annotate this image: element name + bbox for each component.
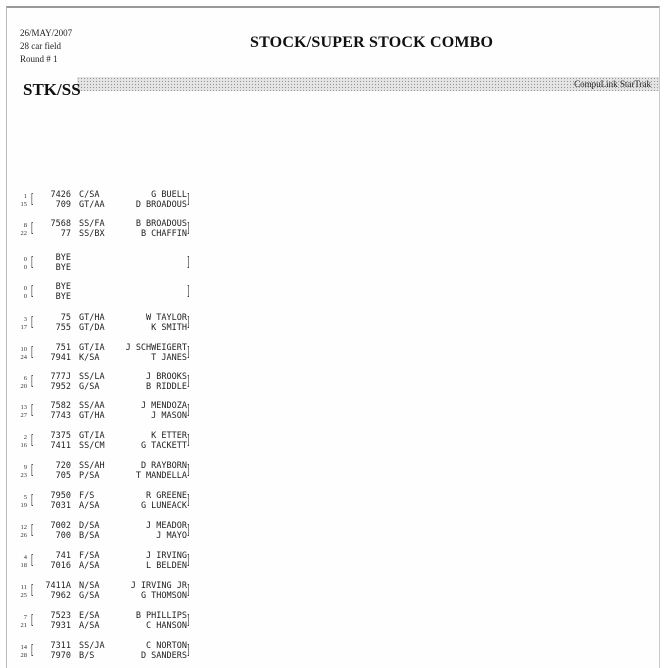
ladder-pair xyxy=(7,459,207,485)
page-title: STOCK/SUPER STOCK COMBO xyxy=(250,34,494,51)
class-bottom: P/SA xyxy=(79,471,100,481)
driver-bottom: C HANSON xyxy=(146,621,187,631)
driver-top: R GREENE xyxy=(146,491,187,501)
lane-seed-bottom: 28 xyxy=(20,652,27,659)
driver-top: C NORTON xyxy=(146,641,187,651)
driver-top: J BROOKS xyxy=(146,372,187,382)
lane-seed-bottom: 23 xyxy=(20,472,27,479)
driver-bottom: J MAYO xyxy=(156,531,187,541)
driver-top: G BUELL xyxy=(151,190,187,200)
driver-bottom: G TACKETT xyxy=(140,441,187,451)
right-bracket: ] xyxy=(187,583,190,598)
car-number-top: 720 xyxy=(55,461,71,471)
left-bracket: [ xyxy=(31,553,34,568)
driver-top: K ETTER xyxy=(151,431,187,441)
class-top: GT/IA xyxy=(79,431,105,441)
driver-top: J IRVING JR xyxy=(130,581,187,591)
ladder-pair xyxy=(7,217,207,243)
car-number-bottom: 7941 xyxy=(50,353,71,363)
left-bracket: [ xyxy=(31,284,34,299)
driver-bottom: B CHAFFIN xyxy=(140,229,187,239)
left-bracket: [ xyxy=(31,493,34,508)
class-bottom: A/SA xyxy=(79,501,100,511)
driver-top: B BROADOUS xyxy=(135,219,187,229)
ladder-pair xyxy=(7,341,207,367)
class-top: E/SA xyxy=(79,611,100,621)
right-bracket: ] xyxy=(187,221,190,236)
lane-seed-top: 7 xyxy=(23,614,27,621)
right-bracket: ] xyxy=(187,643,190,658)
car-number-top: BYE xyxy=(55,253,71,263)
class-top: SS/FA xyxy=(79,219,105,229)
ladder-pair xyxy=(7,311,207,337)
field-size: 28 car field xyxy=(20,41,61,51)
left-bracket: [ xyxy=(31,374,34,389)
class-top: F/S xyxy=(79,491,95,501)
car-number-top: 7523 xyxy=(50,611,71,621)
left-bracket: [ xyxy=(31,583,34,598)
class-bottom: A/SA xyxy=(79,561,100,571)
lane-seed-top: 14 xyxy=(20,644,27,651)
car-number-bottom: 7411 xyxy=(50,441,71,451)
lane-seed-top: 6 xyxy=(23,375,27,382)
driver-top: J IRVING xyxy=(146,551,187,561)
car-number-top: 7426 xyxy=(50,190,71,200)
right-bracket: ] xyxy=(187,403,190,418)
car-number-top: 7582 xyxy=(50,401,71,411)
class-bottom: GT/HA xyxy=(79,411,105,421)
driver-bottom: G LUNEACK xyxy=(140,501,187,511)
class-top: GT/HA xyxy=(79,313,105,323)
class-top: GT/IA xyxy=(79,343,105,353)
lane-seed-top: 13 xyxy=(20,404,27,411)
car-number-top: 741 xyxy=(55,551,71,561)
lane-seed-top: 0 xyxy=(23,285,27,292)
driver-top: D RAYBORN xyxy=(140,461,187,471)
car-number-top: 7411A xyxy=(45,581,71,591)
lane-seed-bottom: 15 xyxy=(20,201,27,208)
driver-top: W TAYLOR xyxy=(146,313,187,323)
car-number-top: 7950 xyxy=(50,491,71,501)
car-number-top: 7311 xyxy=(50,641,71,651)
ladder-pair xyxy=(7,251,207,277)
lane-seed-bottom: 24 xyxy=(20,354,27,361)
lane-seed-top: 12 xyxy=(20,524,27,531)
system-label: CompuLink StarTrak xyxy=(574,79,651,89)
left-bracket: [ xyxy=(31,403,34,418)
ladder-pair xyxy=(7,370,207,396)
car-number-bottom: BYE xyxy=(55,292,71,302)
lane-seed-top: 5 xyxy=(23,494,27,501)
driver-top: J MENDOZA xyxy=(140,401,187,411)
driver-top: J MEADOR xyxy=(146,521,187,531)
left-bracket: [ xyxy=(31,433,34,448)
ladder-pair xyxy=(7,549,207,575)
car-number-top: BYE xyxy=(55,282,71,292)
event-date: 26/MAY/2007 xyxy=(20,28,73,38)
lane-seed-top: 9 xyxy=(23,464,27,471)
class-top: C/SA xyxy=(79,190,100,200)
driver-bottom: K SMITH xyxy=(151,323,187,333)
class-bottom: A/SA xyxy=(79,621,100,631)
lane-seed-bottom: 22 xyxy=(20,230,27,237)
right-bracket: ] xyxy=(187,613,190,628)
class-top: F/SA xyxy=(79,551,100,561)
lane-seed-bottom: 25 xyxy=(20,592,27,599)
right-bracket: ] xyxy=(187,255,190,270)
car-number-top: 7375 xyxy=(50,431,71,441)
car-number-bottom: 7743 xyxy=(50,411,71,421)
lane-seed-bottom: 20 xyxy=(20,383,27,390)
ladder-pair xyxy=(7,519,207,545)
left-bracket: [ xyxy=(31,643,34,658)
car-number-bottom: 7962 xyxy=(50,591,71,601)
driver-top: B PHILLIPS xyxy=(135,611,187,621)
left-bracket: [ xyxy=(31,192,34,207)
lane-seed-top: 4 xyxy=(23,554,27,561)
driver-bottom: T MANDELLA xyxy=(135,471,187,481)
car-number-bottom: 755 xyxy=(55,323,71,333)
right-bracket: ] xyxy=(187,433,190,448)
car-number-top: 751 xyxy=(55,343,71,353)
ladder-pair xyxy=(7,399,207,425)
car-number-bottom: 700 xyxy=(55,531,71,541)
lane-seed-bottom: 17 xyxy=(20,324,27,331)
right-bracket: ] xyxy=(187,523,190,538)
class-bottom: B/S xyxy=(79,651,95,661)
car-number-bottom: 7970 xyxy=(50,651,71,661)
car-number-bottom: 705 xyxy=(55,471,71,481)
lane-seed-bottom: 26 xyxy=(20,532,27,539)
ladder-pair xyxy=(7,280,207,306)
class-top: SS/AH xyxy=(79,461,105,471)
lane-seed-bottom: 21 xyxy=(20,622,27,629)
lane-seed-top: 11 xyxy=(20,584,27,591)
left-bracket: [ xyxy=(31,221,34,236)
class-bottom: GT/AA xyxy=(79,200,105,210)
driver-bottom: G THOMSON xyxy=(140,591,187,601)
car-number-bottom: 7031 xyxy=(50,501,71,511)
lane-seed-top: 8 xyxy=(23,222,27,229)
class-bottom: GT/DA xyxy=(79,323,105,333)
driver-top: J SCHWEIGERT xyxy=(125,343,187,353)
driver-bottom: D SANDERS xyxy=(140,651,187,661)
class-band xyxy=(77,77,659,91)
lane-seed-bottom: 27 xyxy=(20,412,27,419)
left-bracket: [ xyxy=(31,315,34,330)
ladder-pair xyxy=(7,609,207,635)
lane-seed-top: 10 xyxy=(20,346,27,353)
class-bottom: B/SA xyxy=(79,531,100,541)
car-number-top: 7568 xyxy=(50,219,71,229)
class-bottom: G/SA xyxy=(79,382,100,392)
car-number-bottom: 7016 xyxy=(50,561,71,571)
driver-bottom: J MASON xyxy=(151,411,187,421)
class-top: SS/JA xyxy=(79,641,105,651)
car-number-top: 777J xyxy=(50,372,71,382)
ladder-pair xyxy=(7,579,207,605)
car-number-bottom: BYE xyxy=(55,263,71,273)
lane-seed-bottom: 0 xyxy=(23,264,27,271)
class-label: STK/SS xyxy=(23,80,81,99)
right-bracket: ] xyxy=(187,345,190,360)
class-bottom: K/SA xyxy=(79,353,100,363)
car-number-bottom: 77 xyxy=(60,229,71,239)
lane-seed-bottom: 19 xyxy=(20,502,27,509)
right-bracket: ] xyxy=(187,315,190,330)
ladder-sheet xyxy=(6,6,660,668)
lane-seed-top: 0 xyxy=(23,256,27,263)
driver-bottom: B RIDDLE xyxy=(146,382,187,392)
lane-seed-bottom: 16 xyxy=(20,442,27,449)
car-number-bottom: 709 xyxy=(55,200,71,210)
car-number-top: 75 xyxy=(60,313,71,323)
driver-bottom: T JANES xyxy=(151,353,187,363)
right-bracket: ] xyxy=(187,192,190,207)
lane-seed-bottom: 18 xyxy=(20,562,27,569)
class-bottom: SS/BX xyxy=(79,229,105,239)
round-number: Round # 1 xyxy=(20,54,58,64)
right-bracket: ] xyxy=(187,493,190,508)
right-bracket: ] xyxy=(187,374,190,389)
right-bracket: ] xyxy=(187,284,190,299)
class-top: D/SA xyxy=(79,521,100,531)
left-bracket: [ xyxy=(31,255,34,270)
class-top: SS/AA xyxy=(79,401,105,411)
left-bracket: [ xyxy=(31,523,34,538)
left-bracket: [ xyxy=(31,613,34,628)
left-bracket: [ xyxy=(31,463,34,478)
car-number-top: 7002 xyxy=(50,521,71,531)
car-number-bottom: 7952 xyxy=(50,382,71,392)
ladder-pair xyxy=(7,489,207,515)
lane-seed-top: 2 xyxy=(23,434,27,441)
lane-seed-top: 3 xyxy=(23,316,27,323)
ladder-pair xyxy=(7,429,207,455)
driver-bottom: D BROADOUS xyxy=(135,200,187,210)
class-bottom: SS/CM xyxy=(79,441,105,451)
driver-bottom: L BELDEN xyxy=(146,561,187,571)
lane-seed-top: 1 xyxy=(23,193,27,200)
ladder-pair xyxy=(7,188,207,214)
car-number-bottom: 7931 xyxy=(50,621,71,631)
right-bracket: ] xyxy=(187,463,190,478)
ladder-pair xyxy=(7,639,207,665)
left-bracket: [ xyxy=(31,345,34,360)
lane-seed-bottom: 0 xyxy=(23,293,27,300)
event-info xyxy=(20,27,72,66)
class-bottom: G/SA xyxy=(79,591,100,601)
class-top: N/SA xyxy=(79,581,100,591)
right-bracket: ] xyxy=(187,553,190,568)
class-top: SS/LA xyxy=(79,372,105,382)
